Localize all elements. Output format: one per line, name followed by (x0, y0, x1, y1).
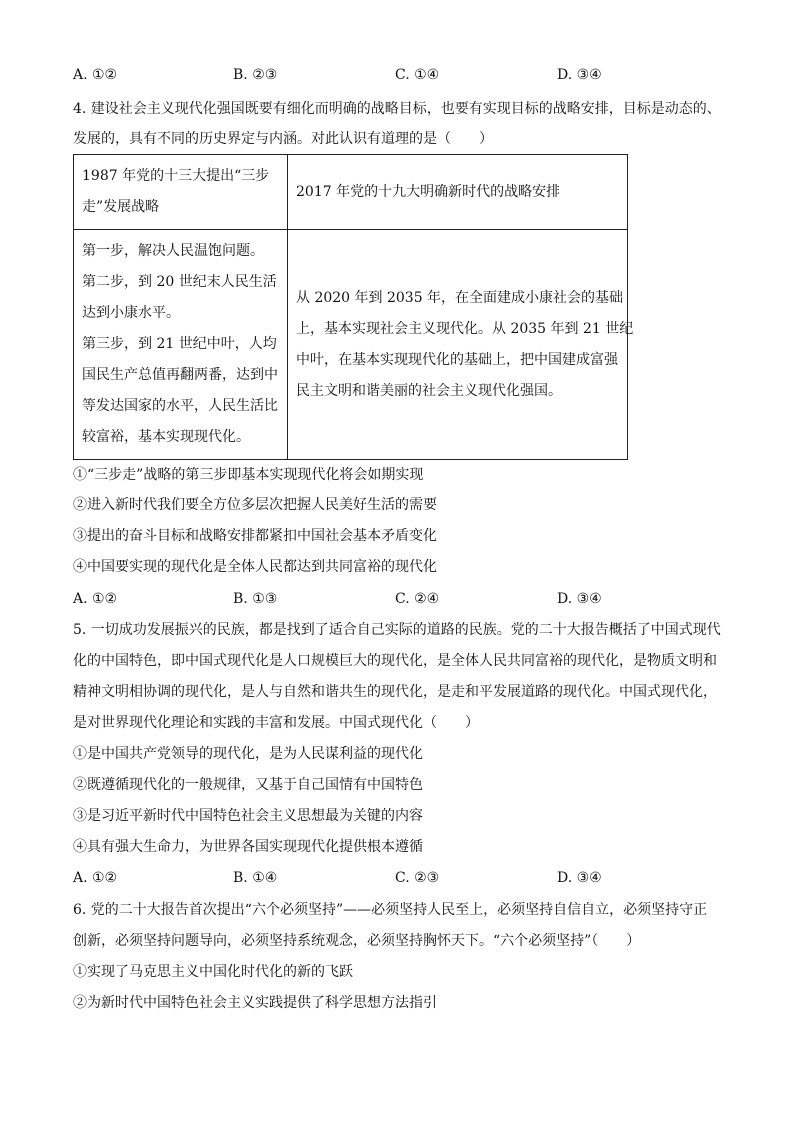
q4-option-a: A. ①② (73, 591, 118, 607)
q4-option-c: C. ②④ (395, 591, 440, 607)
table-cell-line: 2017 年党的十九大明确新时代的战略安排 (296, 183, 561, 200)
q5-stem-line: 是对世界现代化理论和实践的丰富和发展。中国式现代化（ ） (73, 715, 479, 731)
table-cell-line: 较富裕，基本实现现代化。 (82, 429, 250, 445)
table-cell-line: 上，基本实现社会主义现代化。从 2035 年到 21 世纪 (296, 320, 634, 337)
q5-statement-2: ②既遵循现代化的一般规律，又基于自己国情有中国特色 (73, 777, 423, 793)
table-cell-line: 中叶，在基本实现现代化的基础上，把中国建成富强 (296, 351, 618, 368)
q6-stem-line: 6. 党的二十大报告首次提出“六个必须坚持”——必须坚持人民至上，必须坚持自信自立，必须坚持守正 (73, 902, 708, 918)
table-cell-line: 1987 年党的十三大提出“三步 (82, 168, 270, 184)
table-cell-line: 国民生产总值再翻两番，达到中 (82, 367, 278, 383)
q5-options (73, 868, 713, 888)
q5-option-a: A. ①② (73, 870, 118, 886)
table-header-row (74, 155, 628, 230)
table-cell-line: 第二步，到 20 世纪末人民生活 (82, 274, 277, 290)
q4-options (73, 589, 713, 609)
q6-stem-line: 创新，必须坚持问题导向，必须坚持系统观念，必须坚持胸怀天下。“六个必须坚持”（ ） (73, 933, 641, 949)
q4-stem-line: 4. 建设社会主义现代化强国既要有细化而明确的战略目标，也要有实现目标的战略安排，目标是动态的、 (73, 101, 721, 117)
q5-statement-4: ④具有强大生命力，为世界各国实现现代化提供根本遵循 (73, 839, 423, 855)
q5-option-b: B. ①④ (233, 870, 278, 886)
table-cell-line: 民主文明和谐美丽的社会主义现代化强国。 (296, 382, 562, 399)
q4-statement-2: ②进入新时代我们要全方位多层次把握人民美好生活的需要 (73, 497, 437, 513)
q3-options (73, 65, 713, 85)
table-cell-line: 走”发展战略 (82, 199, 160, 215)
q4-statement-4: ④中国要实现的现代化是全体人民都达到共同富裕的现代化 (73, 559, 437, 575)
q4-stem-line: 发展的，具有不同的历史界定与内涵。对此认识有道理的是（ ） (73, 131, 493, 147)
q5-statement-1: ①是中国共产党领导的现代化，是为人民谋利益的现代化 (73, 746, 423, 762)
table-header-left (74, 155, 288, 230)
q3-option-b: B. ②③ (233, 67, 278, 83)
table-cell-line: 第一步，解决人民温饱问题。 (82, 243, 264, 259)
q4-statement-3: ③提出的奋斗目标和战略安排都紧扣中国社会基本矛盾变化 (73, 528, 437, 544)
q5-option-d: D. ③④ (557, 870, 602, 886)
table-body-right (288, 230, 634, 460)
q3-option-c: C. ①④ (395, 67, 440, 83)
q5-option-c: C. ②③ (395, 870, 440, 886)
table-cell-line: 从 2020 年到 2035 年，在全面建成小康社会的基础 (296, 289, 624, 306)
table-header-right (288, 155, 628, 230)
q4-comparison-table (73, 154, 634, 460)
q4-option-b: B. ①③ (233, 591, 278, 607)
table-body-left (74, 230, 288, 460)
q5-statement-3: ③是习近平新时代中国特色社会主义思想最为关键的内容 (73, 808, 423, 824)
table-body-row (74, 230, 628, 460)
q5-stem-line: 精神文明相协调的现代化，是人与自然和谐共生的现代化，是走和平发展道路的现代化。中国式现代化， (73, 684, 717, 700)
q5-stem-line: 化的中国特色，即中国式现代化是人口规模巨大的现代化，是全体人民共同富裕的现代化，是物质文明和 (73, 653, 717, 669)
q4-option-d: D. ③④ (557, 591, 602, 607)
q6-statement-1: ①实现了马克思主义中国化时代化的新的飞跃 (73, 964, 353, 980)
q6-statement-2: ②为新时代中国特色社会主义实践提供了科学思想方法指引 (73, 995, 437, 1011)
q3-option-a: A. ①② (73, 67, 118, 83)
q4-statement-1: ①“三步走”战略的第三步即基本实现现代化将会如期实现 (73, 467, 424, 483)
q3-option-d: D. ③④ (557, 67, 602, 83)
q5-stem-line: 5. 一切成功发展振兴的民族，都是找到了适合自己实际的道路的民族。党的二十大报告概括了中国式现代 (73, 622, 721, 638)
table-cell-line: 达到小康水平。 (82, 305, 180, 321)
table-cell-line: 第三步，到 21 世纪中叶，人均 (82, 336, 277, 352)
table-cell-line: 等发达国家的水平，人民生活比 (82, 398, 278, 414)
